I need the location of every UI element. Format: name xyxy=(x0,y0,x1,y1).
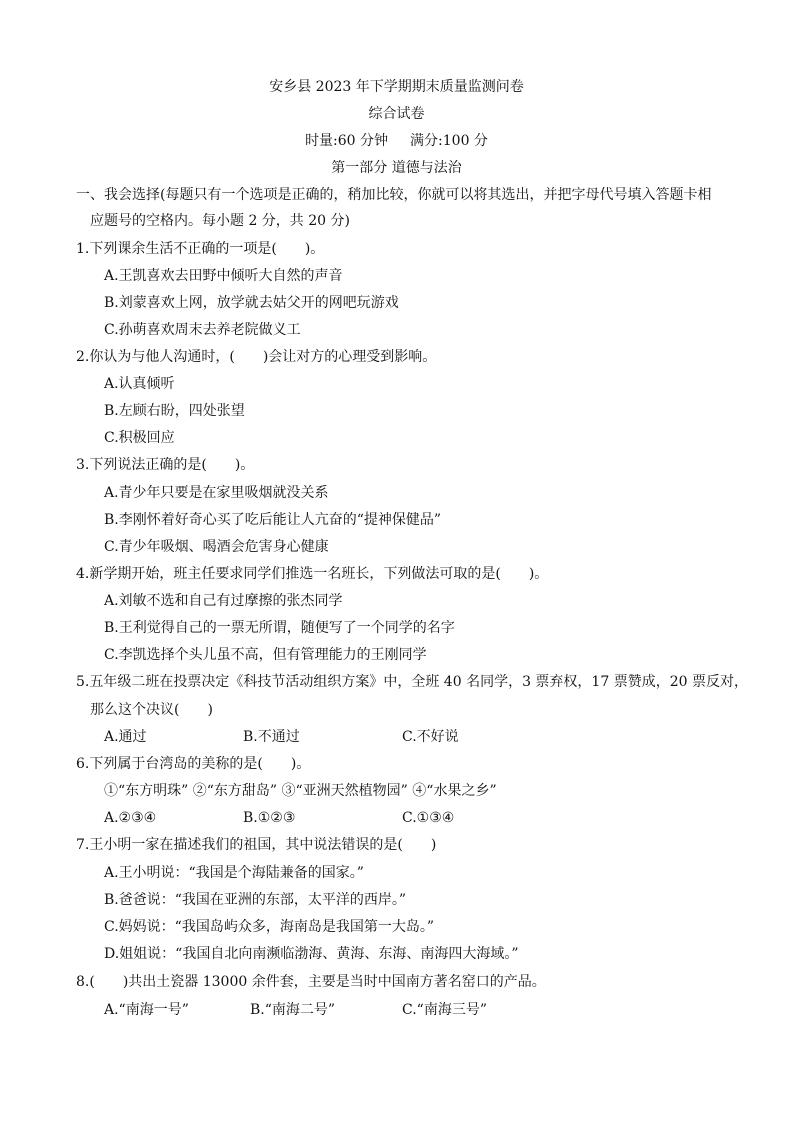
question-option: C.不好说 xyxy=(402,729,459,745)
question-option: B.左顾右盼，四处张望 xyxy=(104,403,245,419)
question-stem: 1.下列课余生活不正确的一项是( )。 xyxy=(76,241,325,257)
question-stem: 5.五年级二班在投票决定《科技节活动组织方案》中，全班 40 名同学，3 票弃权，17 票赞成，20 票反对， xyxy=(76,674,748,690)
question-option: C.李凯选择个头儿虽不高，但有管理能力的王刚同学 xyxy=(104,647,427,663)
question-option: A.刘敏不选和自己有过摩擦的张杰同学 xyxy=(104,593,343,609)
question-option: B.①②③ xyxy=(243,810,296,826)
question-option: C.积极回应 xyxy=(104,430,175,446)
exam-time: 时量:60 分钟 xyxy=(305,133,389,149)
question-stem: 3.下列说法正确的是( )。 xyxy=(76,457,255,473)
exam-meta xyxy=(0,130,793,150)
part-heading: 第一部分 道德与法治 xyxy=(331,160,462,176)
question-option: B.李刚怀着好奇心买了吃后能让人亢奋的“提神保健品” xyxy=(104,512,442,528)
question-stem: 6.下列属于台湾岛的美称的是( )。 xyxy=(76,756,311,772)
question-option: B.王利觉得自己的一票无所谓，随便写了一个同学的名字 xyxy=(104,620,455,636)
question-option: C.青少年吸烟、喝酒会危害身心健康 xyxy=(104,539,329,555)
question-option: A.王小明说：“我国是个海陆兼备的国家。” xyxy=(104,865,364,881)
section-instruction-line1: 一、我会选择(每题只有一个选项是正确的，稍加比较，你就可以将其选出，并把字母代号填入答题卡相 xyxy=(76,187,712,203)
question-option: C.妈妈说：“我国岛屿众多，海南岛是我国第一大岛。” xyxy=(104,919,434,935)
question-option: C.孙萌喜欢周末去养老院做义工 xyxy=(104,322,301,338)
question-stem: 7.王小明一家在描述我们的祖国，其中说法错误的是( ) xyxy=(76,837,437,853)
question-stem: 4.新学期开始，班主任要求同学们推选一名班长，下列做法可取的是( )。 xyxy=(76,566,549,582)
exam-title: 安乡县 2023 年下学期期末质量监测问卷 xyxy=(269,79,524,95)
question-option: A.②③④ xyxy=(104,810,157,826)
section-instruction-line2: 应题号的空格内。每小题 2 分，共 20 分) xyxy=(90,213,350,229)
question-option: B.刘蒙喜欢上网，放学就去姑父开的网吧玩游戏 xyxy=(104,295,399,311)
question-option: A.“南海一号” xyxy=(104,1002,189,1018)
exam-subtitle: 综合试卷 xyxy=(368,106,425,122)
question-option: C.“南海三号” xyxy=(402,1002,487,1018)
question-option: B.“南海二号” xyxy=(250,1002,336,1018)
question-option: A.通过 xyxy=(104,729,147,745)
question-stem-continued: ①“东方明珠” ②“东方甜岛” ③“亚洲天然植物园” ④“水果之乡” xyxy=(104,783,497,799)
question-options-row xyxy=(0,727,793,747)
question-option: D.姐姐说：“我国自北向南濒临渤海、黄海、东海、南海四大海域。” xyxy=(104,946,519,962)
question-option: A.王凯喜欢去田野中倾听大自然的声音 xyxy=(104,268,343,284)
question-stem-continued: 那么这个决议( ) xyxy=(90,702,213,718)
question-option: B.不通过 xyxy=(243,729,300,745)
question-option: A.青少年只要是在家里吸烟就没关系 xyxy=(104,485,329,501)
question-option: B.爸爸说：“我国在亚洲的东部，太平洋的西岸。” xyxy=(104,892,407,908)
question-options-row xyxy=(0,808,793,828)
question-options-row xyxy=(0,1000,793,1020)
question-stem: 8.( )共出土瓷器 13000 余件套，主要是当时中国南方著名窑口的产品。 xyxy=(76,974,546,990)
question-stem: 2.你认为与他人沟通时，( )会让对方的心理受到影响。 xyxy=(76,349,437,365)
question-option: C.①③④ xyxy=(402,810,455,826)
exam-score: 满分:100 分 xyxy=(410,133,488,149)
question-option: A.认真倾听 xyxy=(104,376,175,392)
